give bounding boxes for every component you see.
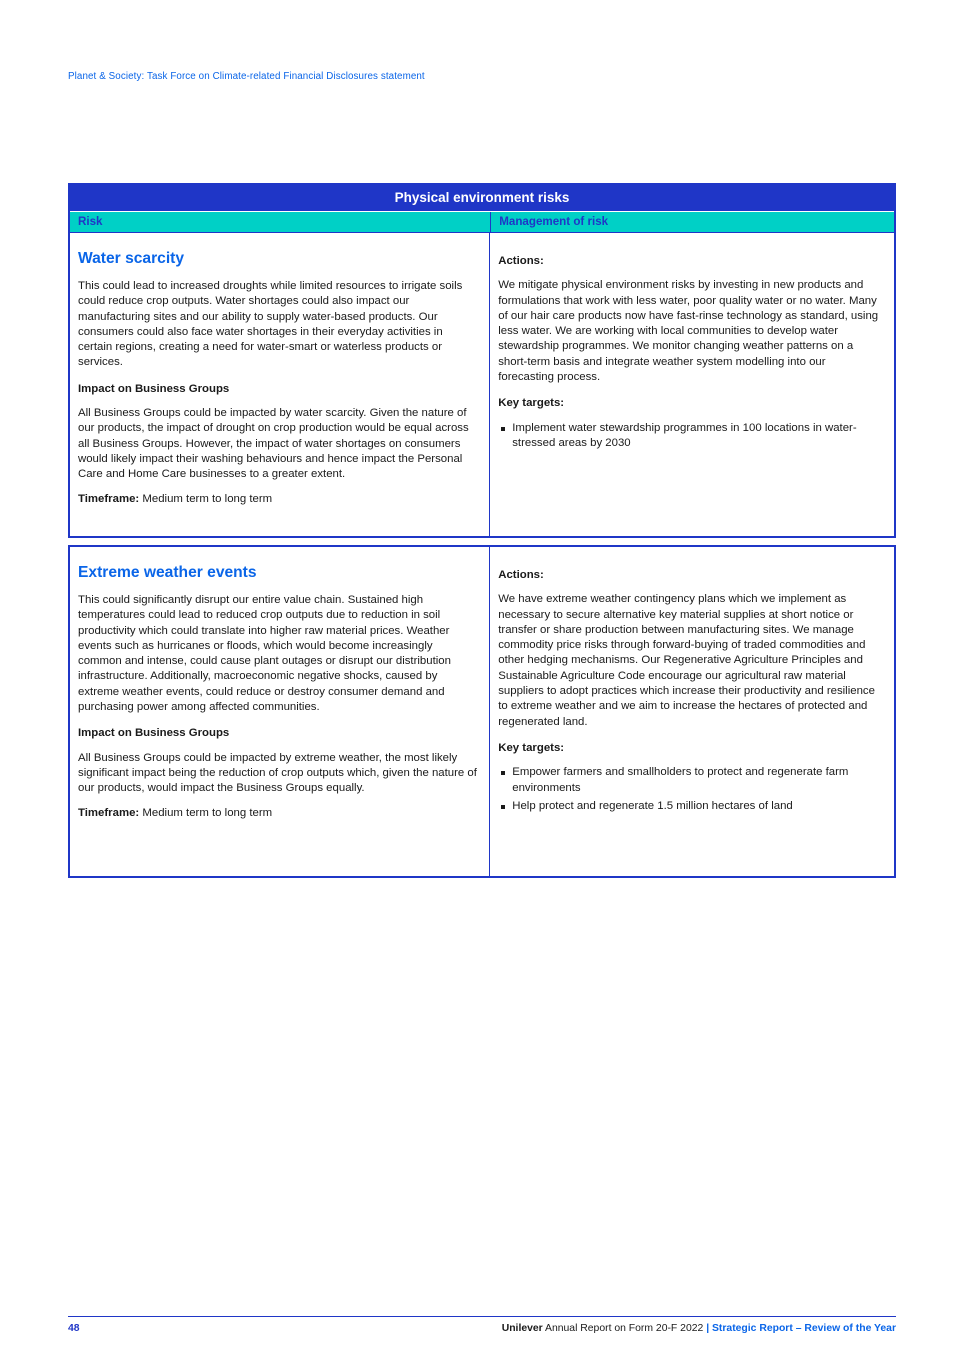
risk-row-extreme-weather [68,545,896,878]
timeframe-value: Medium term to long term [142,806,273,819]
breadcrumb: Planet & Society: Task Force on Climate-related Financial Disclosures statement [68,71,425,82]
footer-report-title [502,1323,896,1334]
physical-environment-risks-table [68,183,896,878]
management-cell [490,233,894,536]
impact-heading: Impact on Business Groups [78,382,230,395]
table-title: Physical environment risks [70,185,894,211]
column-header-management-of-risk: Management of risk [490,212,894,232]
footer-brand: Unilever [501,1323,543,1334]
column-header-risk: Risk [78,215,103,228]
table-row [70,233,894,536]
impact-text: All Business Groups could be impacted by water scarcity. Given the nature of our products, the impact of drought on crop production would be equal across all Business Groups. However, the impact of water shortages on consumers would likely impact their washing behaviours and hence impact the Personal Care and Home Care businesses to a greater extent. [78,407,469,481]
impact-text: All Business Groups could be impacted by extreme weather, the most likely significant impact being the reduction of crop outputs which, given the nature of our products, would impact the Business Groups equally. [78,751,477,795]
risk-row-water-scarcity [68,183,896,538]
risk-description: This could significantly disrupt our entire value chain. Sustained high temperatures could lead to reduced crop outputs due to reduction in soil productivity which could translate into higher raw material prices. Weather events such as hurricanes or floods, which would become increasingly common and intense, could cause plant outages or disrupt our distribution infrastructure. Additionally, macroeconomic negative shocks, caused by extreme weather events, could reduce or destroy consumer demand and purchasing power among affected communities. [78,594,451,714]
page-footer [68,1316,896,1334]
page-number: 48 [68,1323,80,1334]
key-targets-heading: Key targets: [498,741,565,754]
risk-description: This could lead to increased droughts while limited resources to irrigate soils could reduce crop outputs. Water shortages could also impact our manufacturing sites and our ability to supply water-based products. Our consumers could also face water shortages in their everyday activities in certain regions, creating a need for water-smart or waterless products or services. [78,280,463,369]
footer-section-label: | Strategic Report – Review of the Year [706,1323,896,1334]
column-header-row [70,211,894,233]
risk-title: Water scarcity [78,250,185,267]
timeframe-label: Timeframe: [78,806,140,819]
risk-title: Extreme weather events [78,564,257,581]
timeframe [78,492,479,507]
impact-heading: Impact on Business Groups [78,727,230,740]
actions-heading: Actions: [498,569,544,581]
footer-report-name: Annual Report on Form 20-F 2022 [542,1323,707,1334]
timeframe [78,806,479,821]
management-cell [490,547,894,876]
table-row [70,547,894,876]
key-target-item: Empower farmers and smallholders to protect and regenerate farm environments [498,765,884,796]
actions-heading: Actions: [498,255,544,267]
actions-text: We have extreme weather contingency plans which we implement as necessary to secure alternative key material supplies at short notice or transfer or share production between manufacturing sites. We manage commodity price risks through forward-buying of traded commodities and other hedging mechanisms. Our Regenerative Agriculture Principles and Sustainable Agriculture Code encourage our agricultural raw material suppliers to adopt practices which increase their productivity and resilience to extreme weather and we aim to increase the hectares of protected and regenerated land. [498,593,875,728]
key-targets-list [498,765,884,814]
actions-text: We mitigate physical environment risks by investing in new products and formulations that work with less water, poor quality water or no water. Many of our hair care products now have fast-rinse technology as standard, using less water. We are working with local communities to develop water stewardship programmes. We monitor changing weather patterns on a short-term basis and integrate weather system modelling into our forecasting process. [498,279,879,384]
key-target-item: Help protect and regenerate 1.5 million hectares of land [498,799,884,814]
risk-cell [70,547,490,876]
key-targets-heading: Key targets: [498,397,565,410]
key-targets-list [498,421,884,452]
timeframe-value: Medium term to long term [142,492,273,505]
risk-cell [70,233,490,536]
timeframe-label: Timeframe: [78,492,140,505]
key-target-item: Implement water stewardship programmes in 100 locations in water-stressed areas by 2030 [498,421,884,452]
